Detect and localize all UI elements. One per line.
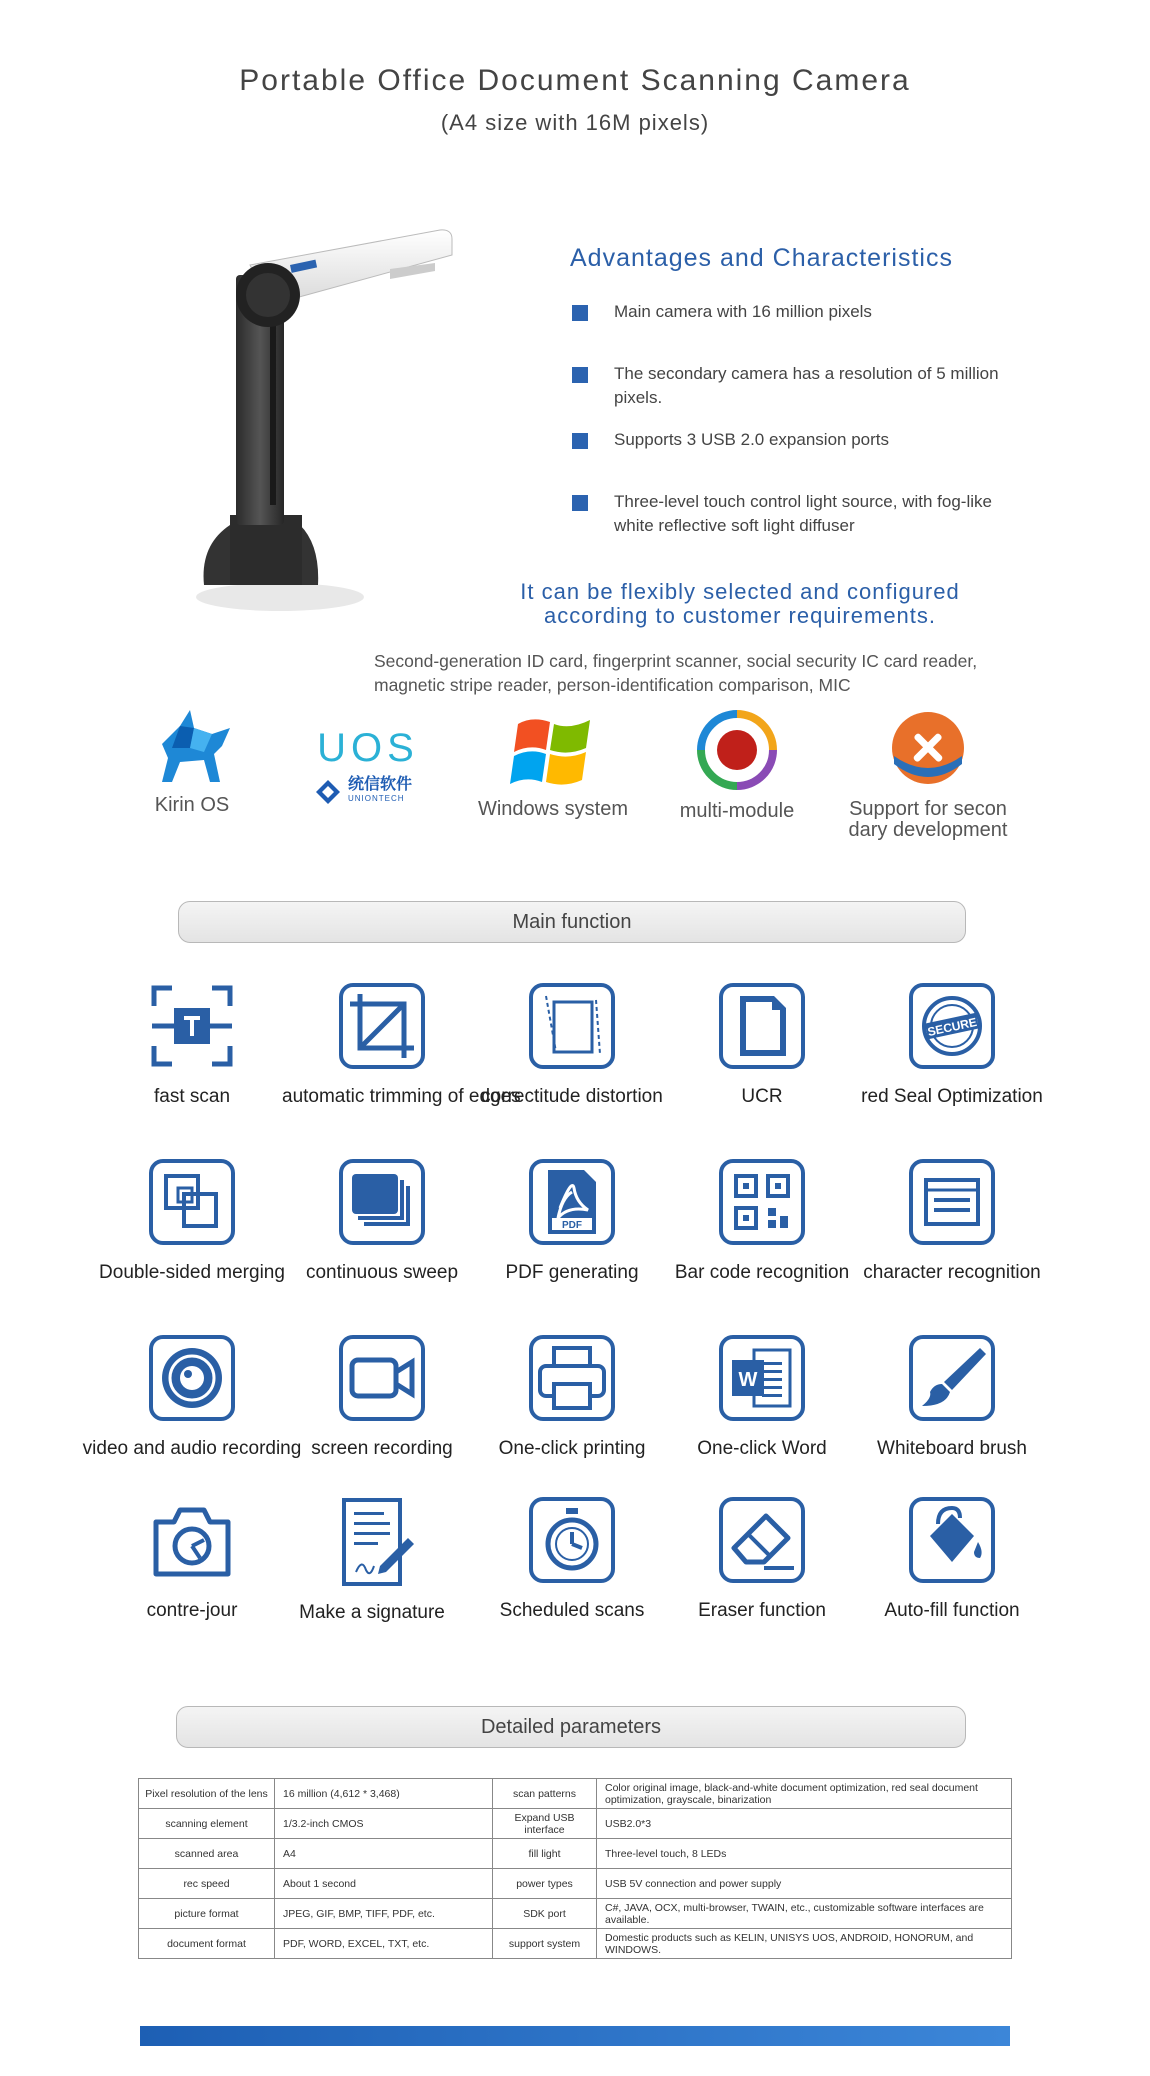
merge-pages-icon [148, 1158, 236, 1246]
pdf-icon [528, 1158, 616, 1246]
feature-red-seal: SECURE red Seal Optimization [852, 982, 1052, 1108]
feature-word: W One-click Word [662, 1334, 862, 1460]
windows-logo-icon [510, 712, 596, 792]
word-document-icon [718, 1334, 806, 1422]
feature-contre-jour: contre-jour [92, 1496, 292, 1622]
feature-continuous-sweep: continuous sweep [282, 1158, 482, 1284]
table-row: scanning element 1/3.2-inch CMOS Expand USB interface USB2.0*3 [139, 1809, 1012, 1839]
uniontech-logo-icon [314, 778, 342, 806]
page-title: Portable Office Document Scanning Camera [239, 64, 911, 97]
crop-icon [338, 982, 426, 1070]
uos-logo: UOS [317, 726, 419, 770]
feature-pdf: PDF PDF generating [472, 1158, 672, 1284]
multi-module: multi-module [662, 708, 812, 822]
feature-screen-recording: screen recording [282, 1334, 482, 1460]
text-window-icon [908, 1158, 996, 1246]
kirin-logo-icon [150, 708, 234, 786]
printer-icon [528, 1334, 616, 1422]
feature-signature: Make a signature [272, 1498, 472, 1624]
main-function-bar: Main function [178, 901, 966, 943]
detailed-parameters-bar: Detailed parameters [176, 1706, 966, 1748]
feature-scheduled-scans: Scheduled scans [472, 1496, 672, 1622]
webcam-icon [148, 1334, 236, 1422]
paint-brush-icon [908, 1334, 996, 1422]
video-camera-icon [338, 1334, 426, 1422]
square-bullet-icon [572, 367, 588, 383]
distortion-correction-icon [528, 982, 616, 1070]
table-row: rec speed About 1 second power types USB 5V connection and power supply [139, 1869, 1012, 1899]
seal-text: SECURE [926, 1014, 979, 1040]
word-icon-letter: W [738, 1369, 758, 1391]
table-row: Pixel resolution of the lens 16 million (4,612 * 3,468) scan patterns Color original image, black-and-white document optimization, red seal document optimization, grayscale, binarization [139, 1779, 1012, 1809]
development-tools-icon [886, 708, 970, 788]
windows-system: Windows system [468, 712, 638, 820]
parameters-table [138, 1778, 1012, 1959]
eraser-icon [718, 1496, 806, 1584]
feature-printing: One-click printing [472, 1334, 672, 1460]
footer-bar [140, 2026, 1010, 2046]
page-subtitle: (A4 size with 16M pixels) [440, 110, 710, 135]
kirin-os: Kirin OS [132, 708, 252, 816]
fast-scan-icon [148, 982, 236, 1070]
feature-video-audio: video and audio recording [92, 1334, 292, 1460]
feature-distortion: correctitude distortion [472, 982, 672, 1108]
advantages-title: Advantages and Characteristics [570, 244, 953, 272]
uos-uniontech: UOS 统信软件 UNIONTECH [308, 728, 428, 808]
square-bullet-icon [572, 305, 588, 321]
square-bullet-icon [572, 433, 588, 449]
feature-eraser: Eraser function [662, 1496, 862, 1622]
secondary-development: Support for secon dary development [838, 708, 1018, 841]
paint-bucket-icon [908, 1496, 996, 1584]
pdf-icon-text: PDF [562, 1220, 582, 1231]
square-bullet-icon [572, 495, 588, 511]
feature-fast-scan: fast scan [92, 982, 292, 1108]
feature-double-sided: Double-sided merging [92, 1158, 292, 1284]
table-row: scanned area A4 fill light Three-level touch, 8 LEDs [139, 1839, 1012, 1869]
configuration-heading: It can be flexibly selected and configured according to customer requirements. [520, 579, 960, 628]
stopwatch-icon [528, 1496, 616, 1584]
table-row: document format PDF, WORD, EXCEL, TXT, etc. support system Domestic products such as KELIN, UNISYS UOS, ANDROID, HONORUM, and WINDOWS. [139, 1929, 1012, 1959]
feature-whiteboard-brush: Whiteboard brush [852, 1334, 1052, 1460]
stacked-pages-icon [338, 1158, 426, 1246]
optional-modules-text: Second-generation ID card, fingerprint scanner, social security IC card reader, magnetic stripe reader, person-identification comparison, MIC [374, 651, 978, 695]
qr-code-icon [718, 1158, 806, 1246]
scanner-product-image [190, 225, 460, 625]
document-page-icon [718, 982, 806, 1070]
feature-character-recognition: character recognition [852, 1158, 1052, 1284]
camera-icon [148, 1496, 236, 1584]
feature-ucr: UCR [662, 982, 862, 1108]
feature-auto-trim: automatic trimming of edges [282, 982, 482, 1108]
feature-barcode: Bar code recognition [662, 1158, 862, 1284]
table-row: picture format JPEG, GIF, BMP, TIFF, PDF, etc. SDK port C#, JAVA, OCX, multi-browser, TWAIN, etc., customizable software interfaces are available. [139, 1899, 1012, 1929]
signature-icon [328, 1498, 416, 1586]
feature-auto-fill: Auto-fill function [852, 1496, 1052, 1622]
secure-seal-icon [908, 982, 996, 1070]
multi-module-icon [695, 708, 779, 792]
